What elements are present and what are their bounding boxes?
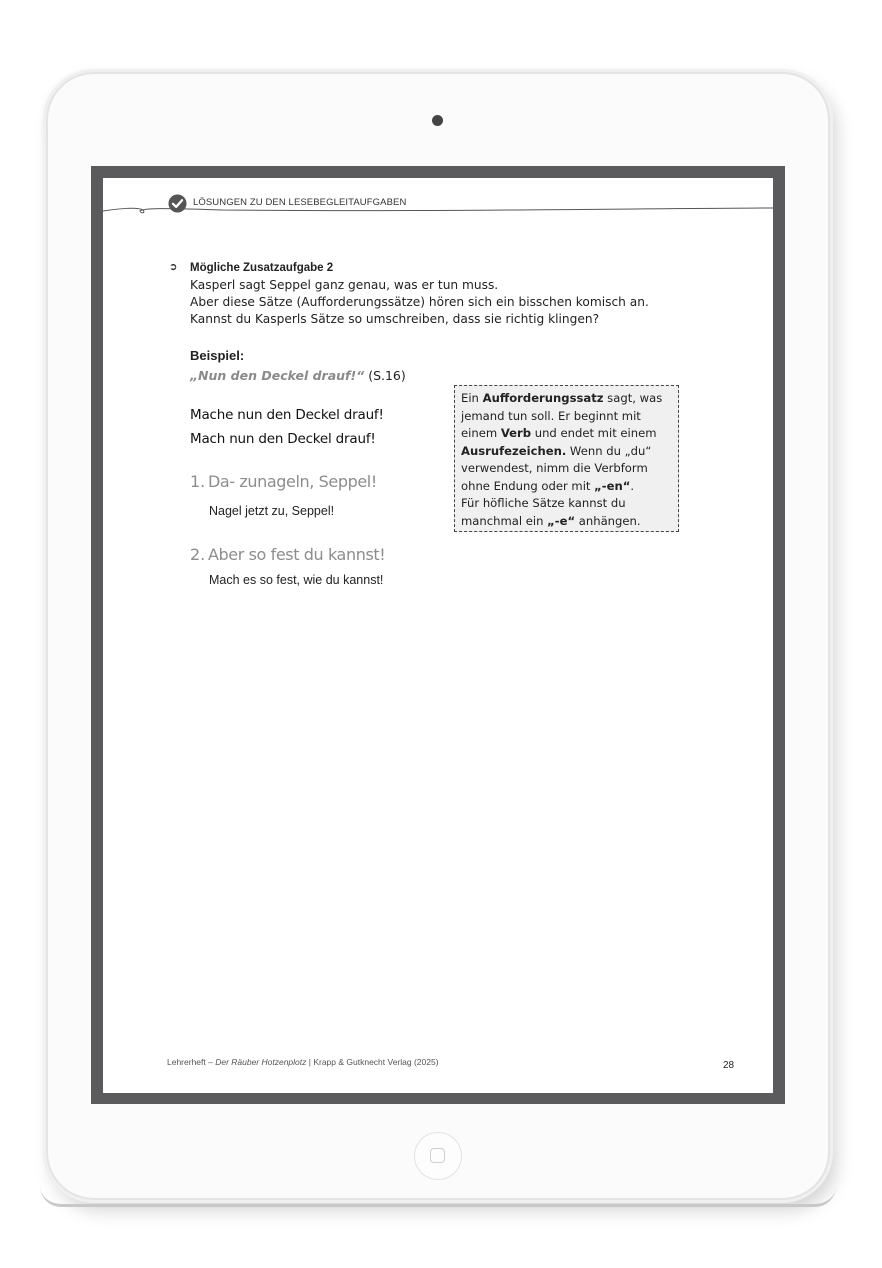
item-prompt: Da- zunageln, Seppel! [208,472,377,491]
header-title: LÖSUNGEN ZU DEN LESEBEGLEITAUFGABEN [193,197,407,208]
info-line: Ausrufezeichen. Wenn du „du“ [461,443,652,458]
item-number: 2. [190,545,206,564]
example-quote-text: „Nun den Deckel drauf!“ [190,368,365,383]
camera-icon [432,115,443,126]
task-line: Kannst du Kasperls Sätze so umschreiben, dass sie richtig klingen? [190,312,600,326]
item-answer: Mach es so fest, wie du kannst! [209,573,384,587]
home-button[interactable] [414,1132,462,1180]
document-page[interactable] [103,178,773,1093]
tablet-edge [40,1186,836,1207]
info-line: Ein Aufforderungssatz sagt, was [461,391,663,405]
home-square-icon [430,1148,445,1163]
item-answer: Nagel jetzt zu, Seppel! [209,504,335,518]
info-line: ohne Endung oder mit „-en“. [461,478,635,493]
task-line: Aber diese Sätze (Aufforderungssätze) hören sich ein bisschen komisch an. [190,295,649,309]
item-prompt: Aber so fest du kannst! [208,545,386,564]
page-number: 28 [723,1060,735,1071]
arrow-right-icon: ➲ [169,262,178,273]
info-box [454,385,679,532]
info-line: jemand tun soll. Er beginnt mit [461,408,641,423]
example-answer: Mache nun den Deckel drauf! [190,407,384,423]
info-line: verwendest, nimm die Verbform [461,461,648,475]
info-line: Für höfliche Sätze kannst du [461,496,626,510]
example-quote [190,368,406,383]
item-number: 1. [190,472,206,491]
info-line: einem Verb und endet mit einem [461,426,657,440]
header-divider [103,202,773,218]
example-page-ref: (S.16) [364,368,406,383]
task-line: Kasperl sagt Seppel ganz genau, was er tun muss. [190,278,499,292]
example-label: Beispiel: [190,348,245,363]
info-line: manchmal ein „-e“ anhängen. [461,513,641,528]
footer-credit: Lehrerheft – Der Räuber Hotzenplotz | Krapp & Gutknecht Verlag (2025) [167,1057,439,1067]
task-title: Mögliche Zusatzaufgabe 2 [190,262,334,274]
example-answer: Mach nun den Deckel drauf! [190,431,376,447]
